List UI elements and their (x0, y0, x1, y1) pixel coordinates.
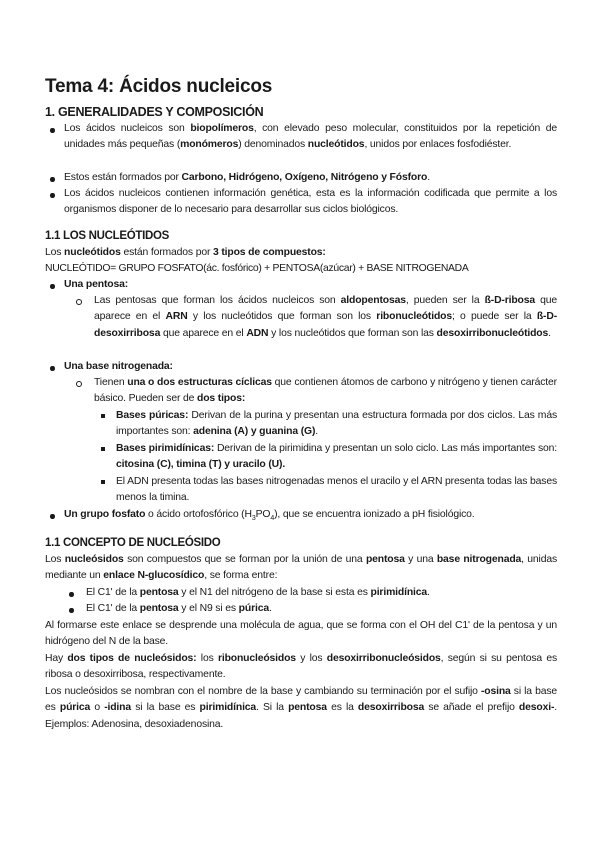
bullet-icon (69, 592, 74, 597)
square-bullet-icon (101, 447, 105, 451)
paragraph-molecula-agua: Al formarse este enlace se desprende una molécula de agua, que se forma con el OH del C1' de la pentosa y un hidrógeno del N de la base. (45, 620, 557, 648)
bullet-icon (50, 128, 55, 133)
list-item-pentosas-detalle: Las pentosas que forman los ácidos nucleicos son aldopentosas, pueden ser la ß-D-ribosa que aparece en el ARN y los nucleótidos que forman son los ribonucleótidos; o puede ser la ß-D-desoxirribosa que aparece en el ADN y los nucleótidos que forman son las desoxirribonucleótidos. (94, 295, 558, 339)
square-bullet-icon (101, 480, 105, 484)
list-item-base-nitrogenada: Una base nitrogenada: (64, 361, 173, 372)
bullet-icon (50, 366, 55, 371)
list-item-pentosa: Una pentosa: (64, 279, 129, 290)
square-bullet-icon (101, 414, 105, 418)
list-item-elementos: Estos están formados por Carbono, Hidrógeno, Oxígeno, Nitrógeno y Fósforo. (64, 172, 430, 183)
circle-bullet-icon (76, 381, 82, 387)
list-item-adn-arn-bases: El ADN presenta todas las bases nitrogenadas menos el uracilo y el ARN presenta todas las bases menos la timina. (116, 476, 557, 504)
list-item-estructuras-ciclicas: Tienen una o dos estructuras cíclicas que contienen átomos de carbono y nitrógeno y tienen carácter básico. Pueden ser de dos tipos: (94, 377, 557, 405)
list-item-informacion-genetica: Los ácidos nucleicos contienen información genética, esta es la información codificada que permite a los organismos disponer de lo necesario para desarrollar sus ciclos biológicos. (64, 188, 557, 216)
list-item-bases-puricas: Bases púricas: Derivan de la purina y presentan una estructura formada por dos ciclos. Las más importantes son: adenina (A) y guanina (G). (116, 410, 557, 438)
section-heading-nucleotidos: 1.1 LOS NUCLEÓTIDOS (45, 230, 170, 242)
page-title: Tema 4: Ácidos nucleicos (45, 76, 273, 97)
nucleotidos-intro: Los nucleótidos están formados por 3 tipos de compuestos: (45, 247, 326, 258)
paragraph-tipos-nucleosidos: Hay dos tipos de nucleósidos: los ribonucleósidos y los desoxirribonucleósidos, según si su pentosa es ribosa o desoxirribosa, respectivamente. (45, 653, 557, 681)
paragraph-nomenclatura: Los nucleósidos se nombran con el nombre de la base y cambiando su terminación por el sufijo -osina si la base es púrica o -idina si la base es pirimidínica. Si la pentosa es la desoxirribosa se añade el prefijo desoxi-. Ejemplos: Adenosina, desoxiadenosina. (45, 686, 558, 730)
circle-bullet-icon (76, 299, 82, 305)
list-item-grupo-fosfato: Un grupo fosfato o ácido ortofosfórico $(H_3PO_4)$, que se encuentra ionizado a pH fisiológico. (64, 509, 475, 523)
bullet-icon (50, 284, 55, 289)
list-item-biopolimeros: Los ácidos nucleicos son biopolímeros, con elevado peso molecular, constituidos por la repetición de unidades más pequeñas (monómeros) denominados nucleótidos, unidos por enlaces fosfodiéster. (64, 123, 557, 151)
nucleosidos-definicion: Los nucleósidos son compuestos que se forman por la unión de una pentosa y una base nitrogenada, unidas mediante un enlace N-glucosídico, se forma entre: (45, 554, 557, 582)
list-item-enlace-purica: El C1' de la pentosa y el N9 si es púrica. (86, 603, 272, 614)
list-item-enlace-pirimidinica: El C1' de la pentosa y el N1 del nitrógeno de la base si esta es pirimidínica. (86, 587, 430, 598)
nucleotido-formula: NUCLEÓTIDO= GRUPO FOSFATO(ác. fosfórico) + PENTOSA(azúcar) + BASE NITROGENADA (45, 263, 469, 274)
bullet-icon (69, 608, 74, 613)
list-item-bases-pirimidinicas: Bases pirimidínicas: Derivan de la pirimidina y presentan un solo ciclo. Las más importantes son: citosina (C), timina (T) y uracilo (U). (116, 443, 558, 471)
section-heading-nucleosido: 1.1 CONCEPTO DE NUCLEÓSIDO (45, 537, 221, 549)
bullet-icon (50, 193, 55, 198)
bullet-icon (50, 514, 55, 519)
bullet-icon (50, 177, 55, 182)
section-heading-generalidades: 1. GENERALIDADES Y COMPOSICIÓN (45, 105, 264, 119)
